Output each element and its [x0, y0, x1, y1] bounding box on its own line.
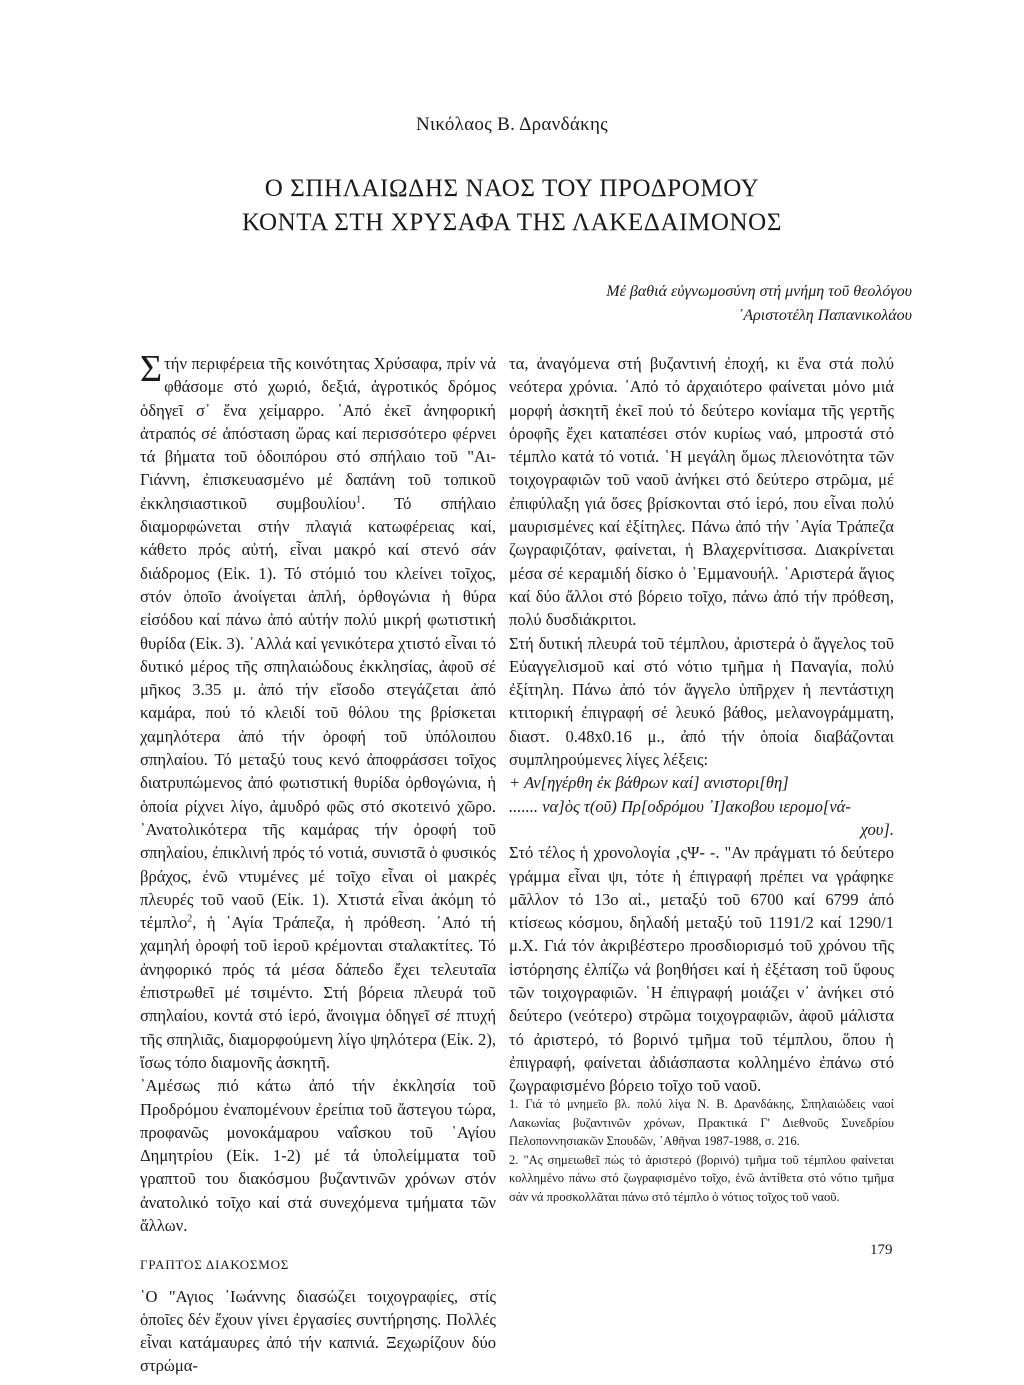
inscription-line: χου].	[860, 819, 894, 839]
dedication	[472, 280, 912, 328]
paragraph: ᾿Αμέσως πιό κάτω ἀπό τήν ἐκκλησία τοῦ Προδρόμου ἐναπομένουν ἐρείπια τοῦ ἄστεγου τώρα, προφανῶς μονοκάμαρου ναΐσκου τοῦ ῾Αγίου Δημητρίου (Εἰκ. 1-2) μέ τά ὑπολείμματα τοῦ γραπτοῦ του διακόσμου βυζαντινῶν χρόνων στόν ἀνατολικό τοῖχο καί στά συνεχόμενα τμήματα τῶν ἄλλων.	[140, 1076, 496, 1235]
title-line-1: Ο ΣΠΗΛΑΙΩΔΗΣ ΝΑΟΣ ΤΟΥ ΠΡΟΔΡΟΜΟΥ	[264, 175, 760, 202]
left-column	[140, 348, 496, 1378]
inscription-line: + Αν[ηγέρθη ἐκ βάθρων καί] ανιστορι[θη]	[509, 773, 789, 793]
paragraph: Στό τέλος ἡ χρονολογία ‚ςΨ- -. "Αν πράγματι τό δεύτερο γράμμα εἶναι ψι, τότε ἡ ἐπιγραφή πρέπει να γράφηκε μᾶλλον τό 13ο αἰ., μεταξύ τοῦ 6700 καί 6799 ἀπό κτίσεως κόσμου, δηλαδή μεταξύ τοῦ 1191/2 καί 1290/1 μ.Χ. Γιά τόν ἀκριβέστερο προσδιορισμό τοῦ χρόνου τῆς ἱστόρησης ἐλπίζω νά βοηθήσει καί ἡ ἐξέταση τοῦ ὕφους τῶν τοιχογραφιῶν. ῾Η ἐπιγραφή μοιάζει ν᾿ ἀνήκει στό δεύτερο (νεότερο) στρῶμα τοιχογραφιῶν, ἀφοῦ μάλιστα τό ἀριστερό, τό βορινό τμῆμα τοῦ τέμπλου, ὅπου ἡ ἐπιγραφή, φαίνεται ἀδιάσπαστα κολλημένο ἐπάνω στό ζωγραφισμένο βόρειο τοῖχο τοῦ ναοῦ.	[509, 843, 894, 1096]
dedication-line-1: Μέ βαθιά εὐγνωμοσύνη στή μνήμη τοῦ θεολόγου	[606, 283, 912, 300]
section-heading: ΓΡΑΠΤΟΣ ΔΙΑΚΟΣΜΟΣ	[140, 1257, 290, 1273]
inscription-line: ....... να]ὸς τ(οῦ) Πρ[οδρόμου ᾿Ι]ακοβου ιερομο[νά-	[509, 796, 851, 816]
footnotes	[509, 1095, 894, 1206]
footnote: 2. "Ας σημειωθεῖ πώς τό ἀριστερό (βορινό) τμῆμα τοῦ τέμπλου φαίνεται κολλημένο πάνω στό ζωγραφισμένο τοῖχο, ἐνῶ ἀντίθετα στό νότιο τμῆμα σάν νά προσκολλᾶται πάνω στό τέμπλο ὁ νότιος τοῖχος τοῦ ναοῦ.	[509, 1152, 894, 1204]
drop-cap: Σ	[140, 348, 163, 390]
article-title	[0, 172, 1024, 240]
page-number: 179	[870, 1242, 893, 1258]
paragraph: τα, ἀναγόμενα στή βυζαντινή ἐποχή, κι ἕνα στά πολύ νεότερα χρόνια. ᾿Από τό ἀρχαιότερο φαίνεται μόνο μιά μορφή ἀσκητῆ ἐκεῖ πού τό δεύτερο κονίαμα τῆς γερτῆς ὀροφῆς ἔχει καταπέσει στόν κυρίως ναό, μπροστά στό τέμπλο κατά τό νοτιά. ῾Η μεγάλη ὅμως πλειονότητα τῶν τοιχογραφιῶν τοῦ ναοῦ ἀνήκει στό δεύτερο στρῶμα, μέ ἐπιφύλαξη γιά ὅσες βρίσκονται στό ἱερό, που εἶναι πολύ μαυρισμένες καί ἐξίτηλες. Πάνω ἀπό τήν ῾Αγία Τράπεζα ζωγραφιζόταν, φαίνεται, ἡ Βλαχερνίτισσα. Διακρίνεται μέσα σέ κεραμιδή δίσκο ὁ ᾿Εμμανουήλ. ᾿Αριστερά ἅγιος καί δύο ἄλλοι στό βόρειο τοῖχο, πάνω ἀπό τήν πρόθεση, πολύ δυσδιάκριτοι.	[509, 354, 894, 630]
paragraph-text: , ἡ ῾Αγία Τράπεζα, ἡ πρόθεση. ᾿Από τή χαμηλή ὀροφή τοῦ ἱεροῦ κρέμονται σταλακτίτες. Τό ἀνηφορικό πρός τά μέσα δάπεδο ἔχει τελευταῖα ἐπιστρωθεῖ μέ τσιμέντο. Στή βόρεια πλευρά τοῦ σπηλαίου, κοντά στό ἱερό, ἄνοιγμα ὁδηγεῖ σέ πτυχή τῆς σπηλιᾶς, διαμορφούμενη λίγο ψηλότερα (Εἰκ. 2), ἴσως τόπο διαμονῆς ἀσκητῆ.	[140, 913, 496, 1072]
dedication-line-2: ᾿Αριστοτέλη Παπανικολάου	[737, 307, 912, 324]
author-name: Νικόλαος Β. Δρανδάκης	[415, 114, 609, 135]
paragraph-text: τήν περιφέρεια τῆς κοινότητας Χρύσαφα, πρίν νά φθάσομε στό χωριό, δεξιά, ἀγροτικός δρόμος ὁδηγεῖ σ᾿ ἕνα χείμαρρο. ᾿Από ἐκεῖ ἀνηφορική ἀτραπός σέ ἀπόσταση ὥρας καί περισσότερο φέρνει τά βήματα τοῦ ὁδοιπόρου στό σπήλαιο τοῦ "Αι-Γιάννη, ἐπισκευασμένο μέ δαπάνη τοῦ τοπικοῦ ἐκκλησιαστικοῦ συμβουλίου	[140, 354, 496, 513]
paragraph: Στή δυτική πλευρά τοῦ τέμπλου, ἀριστερά ὁ ἄγγελος τοῦ Εὐαγγελισμοῦ καί στό νότιο τμῆμα ἡ Παναγία, πολύ ἐξίτηλη. Πάνω ἀπό τόν ἄγγελο ὑπῆρχεν ἡ πεντάστιχη κτιτορική ἐπιγραφή σέ λευκό βάθος, μελανογράμματη, διαστ. 0.48x0.16 μ., ἀπό τήν ὁποία διαβάζονται συμπληρούμενες λίγες λέξεις:	[509, 633, 894, 770]
title-line-2: ΚΟΝΤΑ ΣΤΗ ΧΡΥΣΑΦΑ ΤΗΣ ΛΑΚΕΔΑΙΜΟΝΟΣ	[242, 209, 782, 236]
right-column	[509, 352, 894, 1098]
footnote-ref: 1	[356, 494, 362, 506]
paragraph-text: . Τό σπήλαιο διαμορφώνεται στήν πλαγιά κατωφέρειας καί, κάθετο πρός αὐτή, εἶναι μακρό καί στενό σάν διάδρομος (Εἰκ. 1). Τό στόμιό του κλείνει τοῖχος, στόν ὁποῖο ἀνοίγεται ἁπλή, ὀρθογώνια ἡ θύρα εἰσόδου καί πάνω ἀπό αὐτήν πολύ μικρή φωτιστική θυρίδα (Εἰκ. 3). ᾿Αλλά καί γενικότερα χτιστό εἶναι τό δυτικό μέρος τῆς σπηλαιώδους ἐκκλησίας, ἀφοῦ σέ μῆκος 3.35 μ. ἀπό τήν εἴσοδο στεγάζεται ἀπό καμάρα, πού τό κλειδί τοῦ θόλου της βρίσκεται χαμηλότερα ἀπό τήν ὀροφή τοῦ ὑπόλοιπου σπηλαίου. Τό μεταξύ τους κενό ἀποφράσσει τοῖχος διατρυπώμενος ἀπό φωτιστική θυρίδα ὀρθογώνια, ἡ ὁποία ρίχνει λίγο, ἀμυδρό φῶς στό σκοτεινό χῶρο. ᾿Ανατολικότερα τῆς καμάρας τήν ὀροφή τοῦ σπηλαίου, ἐπικλινή πρός τό νοτιά, συνιστᾶ ὁ φυσικός βράχος, ἐνῶ ντυμένες μέ τοῖχο εἶναι οἱ μακρές πλευρές τοῦ ναοῦ (Εἰκ. 1). Χτιστά εἶναι ἀκόμη τό τέμπλο	[140, 493, 496, 933]
footnote: 1. Γιά τό μνημεῖο βλ. πολύ λίγα Ν. Β. Δρανδάκης, Σπηλαιώδεις ναοί Λακωνίας βυζαντινῶν χρόνων, Πρακτικά Γ' Διεθνοῦς Συνεδρίου Πελοποννησιακῶν Σπουδῶν, ᾿Αθῆναι 1987-1988, σ. 216.	[509, 1097, 894, 1148]
paragraph: ῾Ο "Αγιος ᾿Ιωάννης διασώζει τοιχογραφίες, στίς ὁποῖες δέν ἔχουν γίνει ἐργασίες συντήρησης. Πολλές εἶναι κατάμαυρες ἀπό τήν καπνιά. Ξεχωρίζουν δύο στρώμα-	[140, 1286, 496, 1376]
footnote-ref: 2	[187, 913, 193, 925]
paragraph	[140, 348, 496, 1074]
